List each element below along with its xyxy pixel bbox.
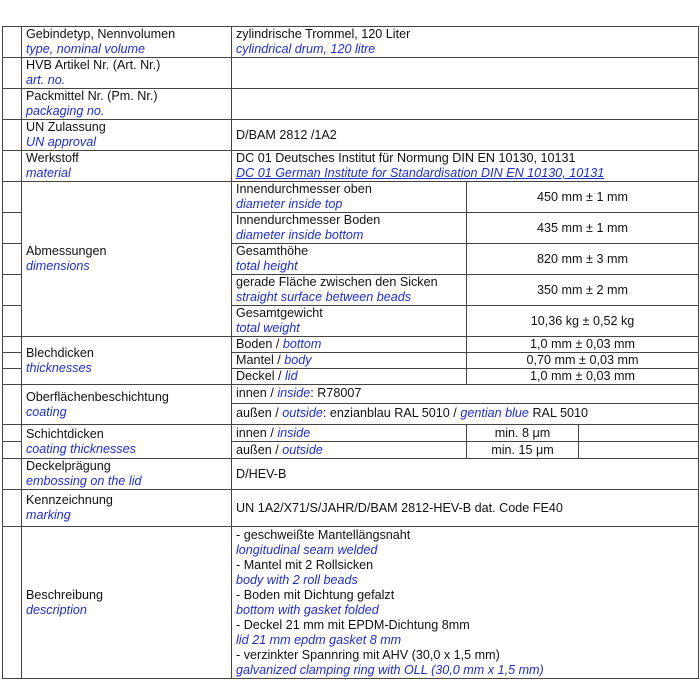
description-line-en: longitudinal seam welded [236,543,378,557]
side-de: innen / [236,425,278,440]
value-cell [232,89,699,120]
dimension-de: Innendurchmesser Boden [236,213,381,227]
margin-cell [3,89,22,120]
dimension-value: 820 mm ± 3 mm [467,244,699,275]
margin-cell [3,442,22,459]
margin-cell [3,244,22,275]
label-de: Kennzeichnung [26,493,113,507]
side-en: outside [282,442,323,457]
description-line-en: lid 21 mm epdm gasket 8 mm [236,633,402,647]
thickness-value: 0,70 mm ± 0,03 mm [467,353,699,369]
label-en: coating [26,404,67,419]
margin-cell [3,213,22,244]
margin-cell [3,425,22,442]
margin-cell [3,385,22,425]
dimension-de: Innendurchmesser oben [236,182,372,196]
margin-cell [3,306,22,337]
description-line-de: - geschweißte Mantellängsnaht [236,528,411,542]
label-en: packaging no. [26,104,105,118]
label-en: art. no. [26,73,66,87]
label-cell [22,89,232,120]
margin-cell [3,527,22,679]
label-cell [22,527,232,679]
margin-cell [3,120,22,151]
label-en: thicknesses [26,360,92,375]
value-cell [232,58,699,89]
dimension-row [3,182,699,213]
part-de: Mantel / [236,353,285,367]
empty-cell [579,425,699,442]
label-en: embossing on the lid [26,474,142,488]
label-cell [22,490,232,527]
label-de: Deckelprägung [26,459,111,473]
layer-label-cell [22,425,232,459]
dimension-name-cell [232,213,467,244]
row-marking [3,490,699,527]
row-article [3,58,699,89]
thickness-part-cell [232,337,467,353]
margin-cell [3,58,22,89]
description-line-de: - Mantel mit 2 Rollsicken [236,558,374,572]
dimension-value: 450 mm ± 1 mm [467,182,699,213]
label-cell [22,58,232,89]
thickness-part-cell [232,353,467,369]
dimensions-label-cell [22,182,232,337]
dimension-name-cell [232,244,467,275]
coating-outside-value-en: gentian blue [460,406,529,420]
part-en: body [284,353,312,367]
label-en: type, nominal volume [26,42,146,56]
label-de: UN Zulassung [26,120,106,134]
layer-side-cell [232,425,467,442]
margin-cell [3,151,22,182]
dimension-name-cell [232,306,467,337]
value-de: zylindrische Trommel, 120 Liter [236,27,411,41]
dimension-value: 435 mm ± 1 mm [467,213,699,244]
value-en: DC 01 German Institute for Standardisation DIN EN 10130, 10131 [236,166,605,180]
part-de: Deckel / [236,369,285,383]
description-line-de: - Deckel 21 mm mit EPDM-Dichtung 8mm [236,618,470,632]
margin-cell [3,182,22,213]
coating-outside-en: outside [282,406,323,420]
label-de: Schichtdicken [26,426,104,441]
margin-cell [3,490,22,527]
coating-inside-value: : R78007 [310,386,362,400]
dimension-value: 350 mm ± 2 mm [467,275,699,306]
layer-row [3,425,699,442]
label-en: coating thicknesses [26,441,136,456]
dimension-en: diameter inside bottom [236,228,364,242]
un-approval-value: D/BAM 2812 /1A2 [232,120,699,151]
description-line-en: galvanized clamping ring with OLL (30,0 mm x 1,5 mm) [236,663,544,677]
part-en: lid [285,369,298,383]
margin-cell [3,459,22,490]
dimension-name-cell [232,182,467,213]
dimension-value: 10,36 kg ± 0,52 kg [467,306,699,337]
thickness-value: 1,0 mm ± 0,03 mm [467,369,699,385]
layer-value: min. 15 μm [467,442,579,459]
embossing-value: D/HEV-B [232,459,699,490]
coating-inside-line [232,385,698,404]
label-cell [22,459,232,490]
label-en: material [26,166,71,180]
thickness-value: 1,0 mm ± 0,03 mm [467,337,699,353]
label-de: Blechdicken [26,345,94,360]
value-en: cylindrical drum, 120 litre [236,42,376,56]
spec-table [2,26,699,679]
part-de: Boden / [236,337,283,351]
value-cell [232,151,699,182]
empty-cell [579,442,699,459]
description-line-de: - Boden mit Dichtung gefalzt [236,588,395,602]
margin-cell [3,369,22,385]
label-en: marking [26,508,71,522]
side-de: außen / [236,442,283,457]
part-en: bottom [282,337,322,351]
label-de: Werkstoff [26,151,79,165]
dimension-en: straight surface between beads [236,290,412,304]
description-line-de: - verzinkter Spannring mit AHV (30,0 x 1,5 mm) [236,648,500,662]
coating-outside-line [232,404,698,424]
row-un-approval [3,120,699,151]
coating-inside-de: innen / [236,386,278,400]
thickness-row [3,337,699,353]
label-cell [22,120,232,151]
value-cell [232,27,699,58]
dimension-de: gerade Fläche zwischen den Sicken [236,275,438,289]
coating-inside-en: inside [277,386,311,400]
thickness-part-cell [232,369,467,385]
coating-outside-value: : enzianblau RAL 5010 / [322,406,461,420]
margin-cell [3,275,22,306]
dimension-en: total weight [236,321,300,335]
description-cell [232,527,699,679]
description-line-en: body with 2 roll beads [236,573,358,587]
row-embossing [3,459,699,490]
dimension-en: diameter inside top [236,197,343,211]
label-cell [22,27,232,58]
coating-value-cell [232,385,699,425]
row-material [3,151,699,182]
label-de: Gebindetyp, Nennvolumen [26,27,176,41]
row-type [3,27,699,58]
dimension-de: Gesamthöhe [236,244,309,258]
layer-value: min. 8 μm [467,425,579,442]
row-description [3,527,699,679]
margin-cell [3,353,22,369]
margin-cell [3,337,22,353]
label-de: Abmessungen [26,244,107,258]
label-de: Packmittel Nr. (Pm. Nr.) [26,89,158,103]
layer-side-cell [232,442,467,459]
description-line-en: bottom with gasket folded [236,603,379,617]
label-en: UN approval [26,135,96,149]
label-cell [22,151,232,182]
label-de: Oberflächenbeschichtung [26,389,169,404]
value-de: DC 01 Deutsches Institut für Normung DIN EN 10130, 10131 [236,151,576,165]
marking-value: UN 1A2/X71/S/JAHR/D/BAM 2812-HEV-B dat. Code FE40 [232,490,699,527]
label-en: description [26,602,87,617]
side-en: inside [277,425,311,440]
margin-cell [3,27,22,58]
dimension-de: Gesamtgewicht [236,306,323,320]
label-de: Beschreibung [26,587,104,602]
coating-outside-de: außen / [236,406,283,420]
dimension-en: total height [236,259,298,273]
label-en: dimensions [26,259,90,273]
thickness-label-cell [22,337,232,385]
label-cell [22,385,232,425]
row-coating [3,385,699,425]
dimension-name-cell [232,275,467,306]
row-packaging [3,89,699,120]
label-de: HVB Artikel Nr. (Art. Nr.) [26,58,161,72]
coating-outside-ral: RAL 5010 [528,406,588,420]
